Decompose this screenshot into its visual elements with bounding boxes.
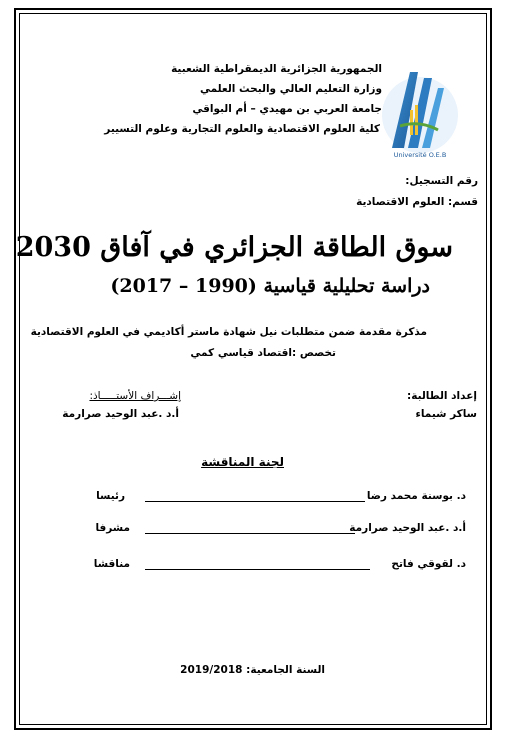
- signature-line: [145, 569, 370, 570]
- header-university: جامعة العربي بن مهيدي – أم البواقي: [192, 103, 382, 115]
- logo-text: Université O.E.B: [393, 151, 447, 159]
- header-republic: الجمهورية الجزائرية الديمقراطية الشعبية: [171, 63, 382, 75]
- member-role: مشرفا: [95, 522, 130, 534]
- member-role: رئيسا: [96, 490, 125, 502]
- main-title: سوق الطاقة الجزائري في آفاق 2030: [15, 232, 453, 263]
- subtitle: دراسة تحليلية قياسية (1990 – 2017): [110, 275, 430, 297]
- signature-line: [145, 533, 355, 534]
- supervisor-name: أ.د .عبد الوحيد صرارمة: [62, 408, 179, 420]
- student-name: ساكر شيماء: [415, 408, 477, 420]
- header-faculty: كلية العلوم الاقتصادية والعلوم التجارية وعلوم التسيير: [104, 123, 380, 135]
- member-name: أ.د .عبد الوحيد صرارمة: [349, 522, 466, 534]
- member-name: د. بوسنة محمد رضا: [366, 490, 466, 502]
- registration-label: رقم التسجيل:: [405, 175, 478, 187]
- supervisor-label: إشـــراف الأستـــــاذ:: [89, 390, 181, 402]
- member-role: مناقشا: [93, 558, 130, 570]
- university-logo-icon: [372, 60, 467, 160]
- member-name: د. لقوقي فاتح: [391, 558, 466, 570]
- specialty: تخصص :اقتصاد قياسي كمي: [190, 347, 336, 359]
- committee-title: لجنة المناقشة: [201, 455, 284, 469]
- header-ministry: وزارة التعليم العالي والبحث العلمي: [199, 83, 382, 95]
- thesis-description: مذكرة مقدمة ضمن متطلبات نيل شهادة ماستر أكاديمي في العلوم الاقتصادية: [30, 326, 427, 338]
- academic-year: السنة الجامعية: 2019/2018: [180, 664, 325, 676]
- signature-line: [145, 501, 365, 502]
- department: قسم: العلوم الاقتصادية: [356, 196, 478, 208]
- prepared-label: إعداد الطالبة:: [407, 390, 477, 402]
